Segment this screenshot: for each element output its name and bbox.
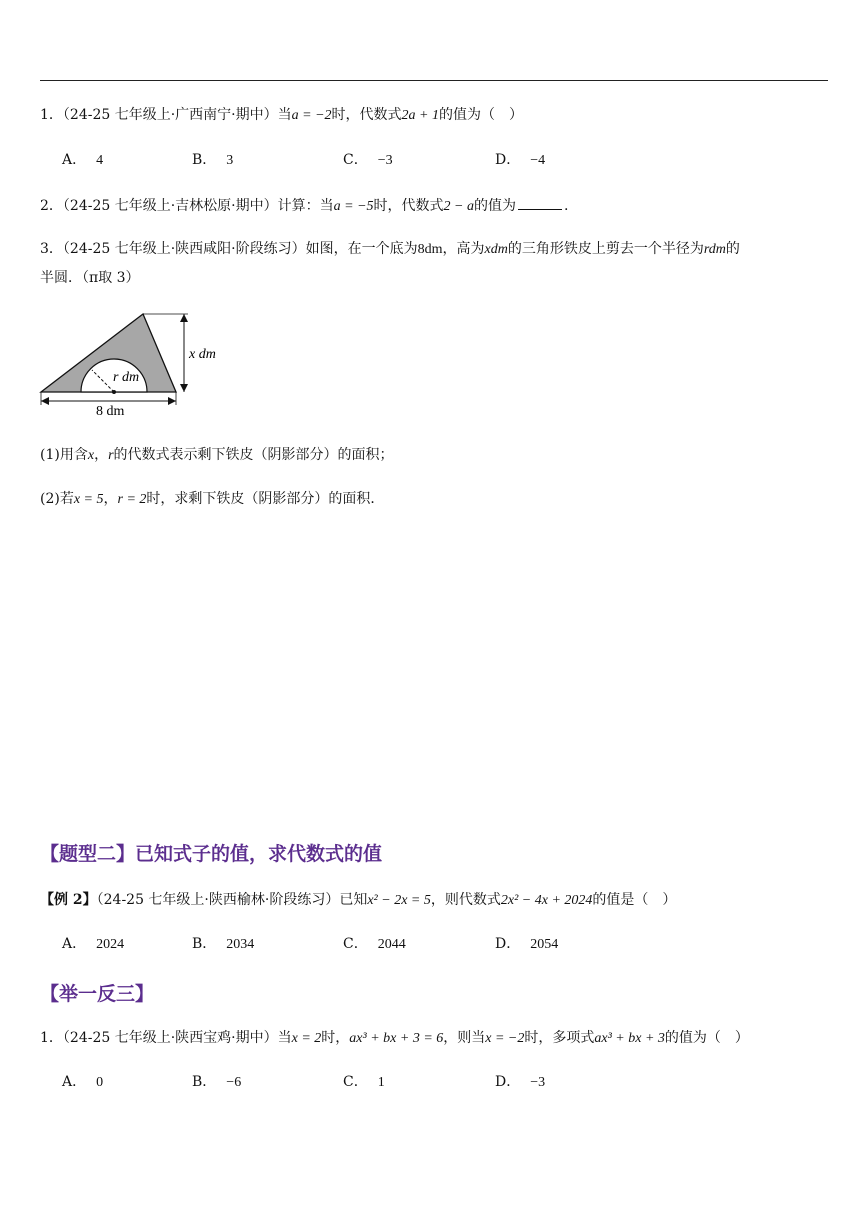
q3-base: 8dm xyxy=(417,242,443,257)
q1-option-b: B． 3 xyxy=(192,152,234,168)
pq1-option-c: C． 1 xyxy=(343,1074,385,1090)
height-arrow-down xyxy=(180,384,188,392)
question-3-stem-line1: 3．（24-25 七年级上·陕西咸阳·阶段练习）如图，在一个底为8dm，高为xdm的三角形铁皮上剪去一个半径为rdm的 xyxy=(40,241,740,257)
q1-option-a: A． 4 xyxy=(62,152,104,168)
pq1-option-b: B． −6 xyxy=(192,1074,242,1090)
question-3-part-2: (2)若x = 5，r = 2时，求剩下铁皮（阴影部分）的面积． xyxy=(40,491,385,507)
header-rule xyxy=(40,80,828,81)
ex2-option-c: C． 2044 xyxy=(343,936,406,952)
q2-condition: a = −5 xyxy=(333,199,374,214)
q1-option-d: D． −4 xyxy=(495,152,546,168)
base-arrow-right xyxy=(168,397,176,405)
semicircle-center-dot xyxy=(112,390,116,394)
q1-option-c: C． −3 xyxy=(343,152,393,168)
section-heading-practice: 【举一反三】 xyxy=(40,983,155,1005)
triangle-semicircle-figure xyxy=(38,308,228,420)
q1-condition: a = −2 xyxy=(291,108,332,123)
height-arrow-up xyxy=(180,314,188,322)
question-2-stem: 2．（24-25 七年级上·吉林松原·期中）计算：当a = −5时，代数式2 − a的值为 . xyxy=(40,195,568,217)
q2-expression: 2 − a xyxy=(443,199,474,214)
answer-blank xyxy=(518,195,562,210)
example-tag: 【例 2】 xyxy=(40,892,97,908)
section-heading-type-2: 【题型二】已知式子的值，求代数式的值 xyxy=(40,843,383,865)
pq1-option-a: A． 0 xyxy=(62,1074,104,1090)
question-3-part-1: (1)用含x，r的代数式表示剩下铁皮（阴影部分）的面积； xyxy=(40,447,394,463)
question-1-stem: 1．（24-25 七年级上·广西南宁·期中）当a = −2时，代数式2a + 1的值为（ ） xyxy=(40,107,523,123)
q3-radius: rdm xyxy=(703,242,726,257)
base-arrow-left xyxy=(41,397,49,405)
ex2-option-d: D． 2054 xyxy=(495,936,559,952)
q3-height: xdm xyxy=(484,242,508,257)
height-label: x dm xyxy=(189,347,216,362)
q1-expression: 2a + 1 xyxy=(401,108,439,123)
base-label: 8 dm xyxy=(96,404,125,419)
ex2-option-b: B． 2034 xyxy=(192,936,255,952)
ex2-option-a: A． 2024 xyxy=(62,936,125,952)
example-2-stem: 【例 2】（24-25 七年级上·陕西榆林·阶段练习）已知x² − 2x = 5，则代数式2x² − 4x + 2024的值是（ ） xyxy=(40,892,677,908)
example-2-condition: x² − 2x = 5 xyxy=(367,893,431,908)
question-3-stem-line2: 半圆．（π取 3） xyxy=(40,270,140,286)
radius-label: r dm xyxy=(113,370,140,385)
pq1-option-d: D． −3 xyxy=(495,1074,546,1090)
practice-question-1-stem: 1．（24-25 七年级上·陕西宝鸡·期中）当x = 2时，ax³ + bx + 3 = 6，则当x = −2时，多项式ax³ + bx + 3的值为（ ） xyxy=(40,1030,749,1046)
example-2-expression: 2x² − 4x + 2024 xyxy=(500,893,593,908)
